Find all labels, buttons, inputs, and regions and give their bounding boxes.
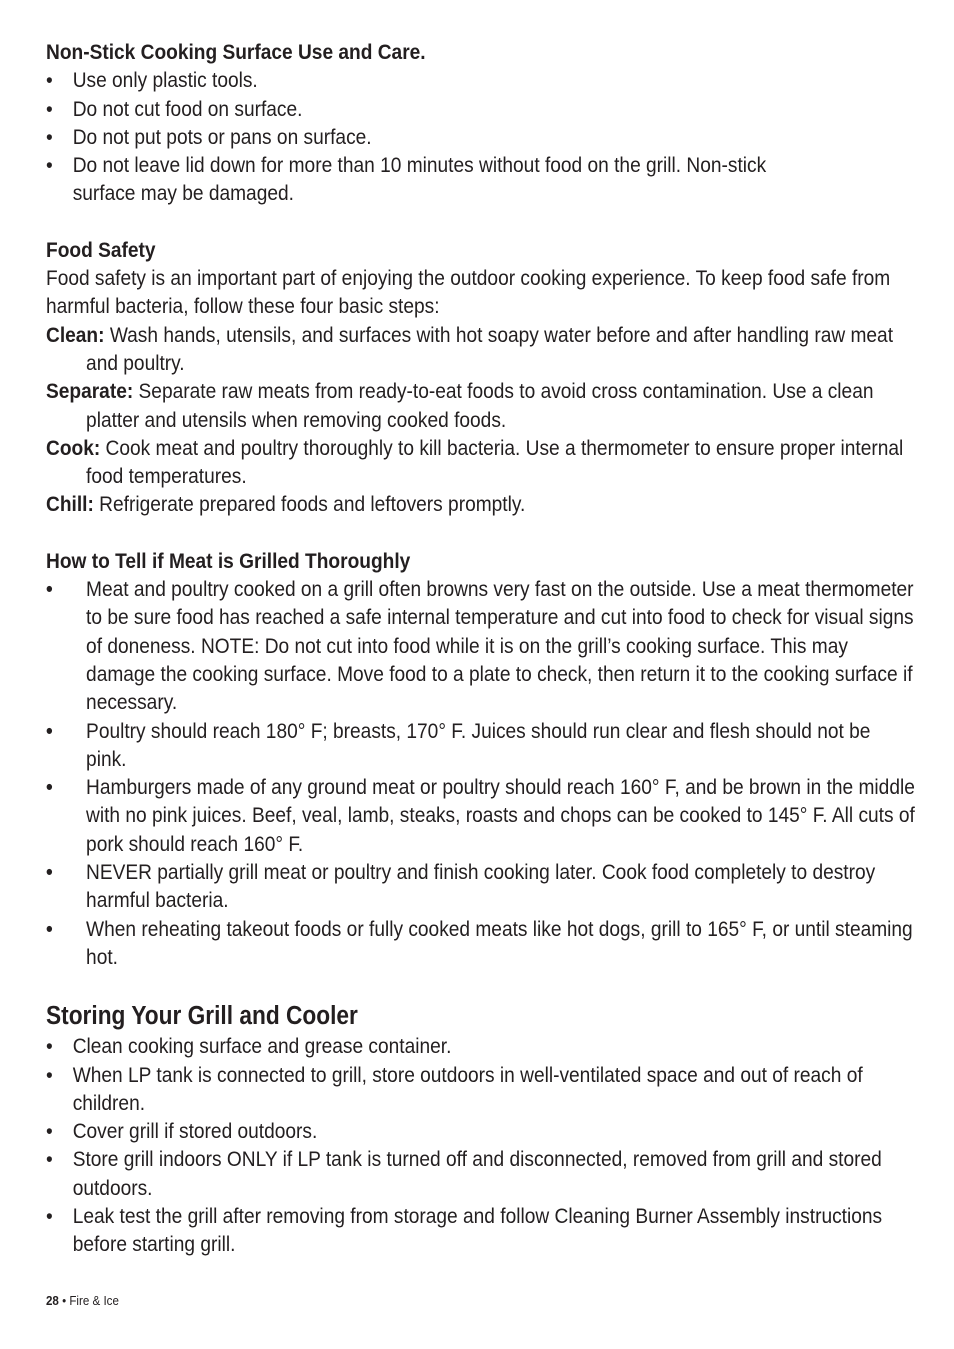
nonstick-heading: Non-Stick Cooking Surface Use and Care. <box>46 40 426 64</box>
grilled-list <box>46 575 916 971</box>
list-item: • Store grill indoors ONLY if LP tank is turned off and disconnected, removed from grill and stored outdoors. <box>46 1147 882 1200</box>
grilled-heading: How to Tell if Meat is Grilled Thoroughly <box>46 548 411 573</box>
list-item: • Meat and poultry cooked on a grill often browns very fast on the outside. Use a meat thermometer to be sure food has reached a safe internal temperature and cut into food to check for visual signs of doneness. NOTE: Do not cut into food while it is on the grill’s cooking surface. This may damage the cooking surface. Move food to a plate to check, then return it to the cooking surface if necessary. <box>46 577 914 715</box>
food-safety-intro: Food safety is an important part of enjoying the outdoor cooking experience. To keep food safe from harmful bacteria, follow these four basic steps: <box>46 266 891 319</box>
list-item: • Do not cut food on surface. <box>46 96 303 121</box>
list-item: • Do not leave lid down for more than 10 minutes without food on the grill. Non-stick surface may be damaged. <box>46 153 767 206</box>
list-item: • Clean cooking surface and grease container. <box>46 1034 452 1059</box>
step-clean: Clean: Wash hands, utensils, and surfaces with hot soapy water before and after handling raw meat and poultry. <box>46 322 894 375</box>
list-item: • Poultry should reach 180° F; breasts, 170° F. Juices should run clear and flesh should not be pink. <box>46 718 871 771</box>
list-item: • When LP tank is connected to grill, store outdoors in well-ventilated space and out of reach of children. <box>46 1062 863 1115</box>
list-item: • When reheating takeout foods or fully cooked meats like hot dogs, grill to 165° F, or until steaming hot. <box>46 916 913 969</box>
step-chill: Chill: Refrigerate prepared foods and leftovers promptly. <box>46 492 526 517</box>
nonstick-list <box>46 66 916 207</box>
list-item: • NEVER partially grill meat or poultry and finish cooking later. Cook food completely to destroy harmful bacteria. <box>46 860 876 913</box>
food-safety-heading: Food Safety <box>46 237 156 262</box>
page-number: 28 <box>46 1293 59 1308</box>
step-separate: Separate: Separate raw meats from ready-to-eat foods to avoid cross contamination. Use a clean platter and utensils when removing cooked foods. <box>46 379 874 432</box>
list-item: • Hamburgers made of any ground meat or poultry should reach 160° F, and be brown in the middle with no pink juices. Beef, veal, lamb, steaks, roasts and chops can be cooked to 145° F. All cuts of pork should reach 160° F. <box>46 775 915 856</box>
page-content <box>46 38 916 1259</box>
list-item: • Use only plastic tools. <box>46 68 258 93</box>
page-footer <box>46 1293 119 1308</box>
manual-page <box>46 38 916 1259</box>
list-item: • Cover grill if stored outdoors. <box>46 1119 318 1144</box>
list-item: • Leak test the grill after removing from storage and follow Cleaning Burner Assembly instructions before starting grill. <box>46 1203 883 1257</box>
storing-list <box>46 1032 916 1258</box>
step-cook: Cook: Cook meat and poultry thoroughly to kill bacteria. Use a thermometer to ensure proper internal food temperatures. <box>46 435 904 489</box>
footer-label: • Fire & Ice <box>62 1293 119 1308</box>
list-item: • Do not put pots or pans on surface. <box>46 124 372 149</box>
storing-heading: Storing Your Grill and Cooler <box>46 1002 358 1031</box>
